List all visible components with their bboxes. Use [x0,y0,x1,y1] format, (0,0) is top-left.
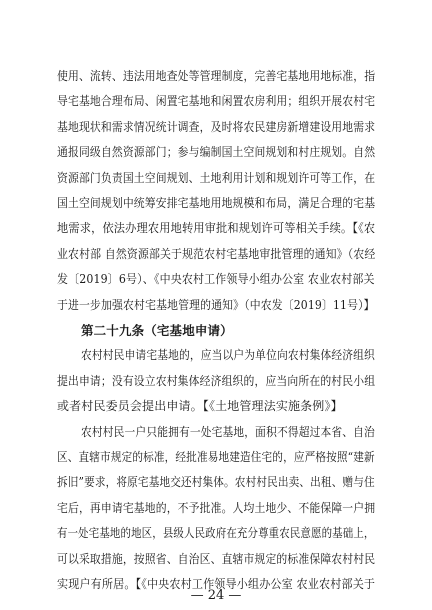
text-line: 有一处宅基地的地区，县级人民政府在充分尊重农民意愿的基础上， [57,526,375,541]
text-line: 通报同级自然资源部门；参与编制国土空间规划和村庄规划。自然 [57,145,376,160]
text-line: 于进一步加强农村宅基地管理的通知》（中农发〔2019〕11号）】 [57,297,375,312]
text-line: 可以采取措施，按照省、自治区、直辖市规定的标准保障农村村民 [57,551,376,566]
text-line: 或者村民委员会提出申请。【《土地管理法实施条例》】 [57,399,343,414]
text-line: 国土空间规划中统筹安排宅基地用地规模和布局，满足合理的宅基 [57,196,376,210]
text-line: 地需求，依法办理农用地转用审批和规划许可等相关手续。【《农 [57,221,376,236]
text-line: 导宅基地合理布局、闲置宅基地和闲置农房利用；组织开展农村宅 [57,94,376,109]
text-line: 发〔2019〕6号）、《中央农村工作领导小组办公室 农业农村部关 [57,272,375,287]
page-number: — 24 — [190,588,242,603]
text-line: 拆旧”要求，将原宅基地交还村集体。农村村民出卖、出租、赠与住 [57,475,375,490]
text-line: 基地现状和需求情况统计调查，及时将农民建房新增建设用地需求 [57,119,376,134]
text-line: 使用、流转、违法用地查处等管理制度，完善宅基地用地标准，指 [57,69,376,83]
text-line: 农村村民申请宅基地的，应当以户为单位向农村集体经济组织 [81,348,375,363]
text-line: 区、直辖市规定的标准，经批准易地建造住宅的，应严格按照“建新 [57,450,375,464]
text-line: 实现户有所居。【《中央农村工作领导小组办公室 农业农村部关于 [57,577,376,591]
text-line: 资源部门负责国土空间规划、土地利用计划和规划许可等工作，在 [57,170,376,185]
section-heading: 第二十九条（宅基地申请） [81,323,233,338]
text-line: 宅后，再申请宅基地的，不予批准。人均土地少、不能保障一户拥 [57,500,376,515]
text-line: 农村村民一户只能拥有一处宅基地，面积不得超过本省、自治 [81,424,375,439]
text-line: 业农村部 自然资源部关于规范农村宅基地审批管理的通知》（农经 [57,246,376,261]
text-line: 提出申请；没有设立农村集体经济组织的，应当向所在的村民小组 [57,373,376,388]
